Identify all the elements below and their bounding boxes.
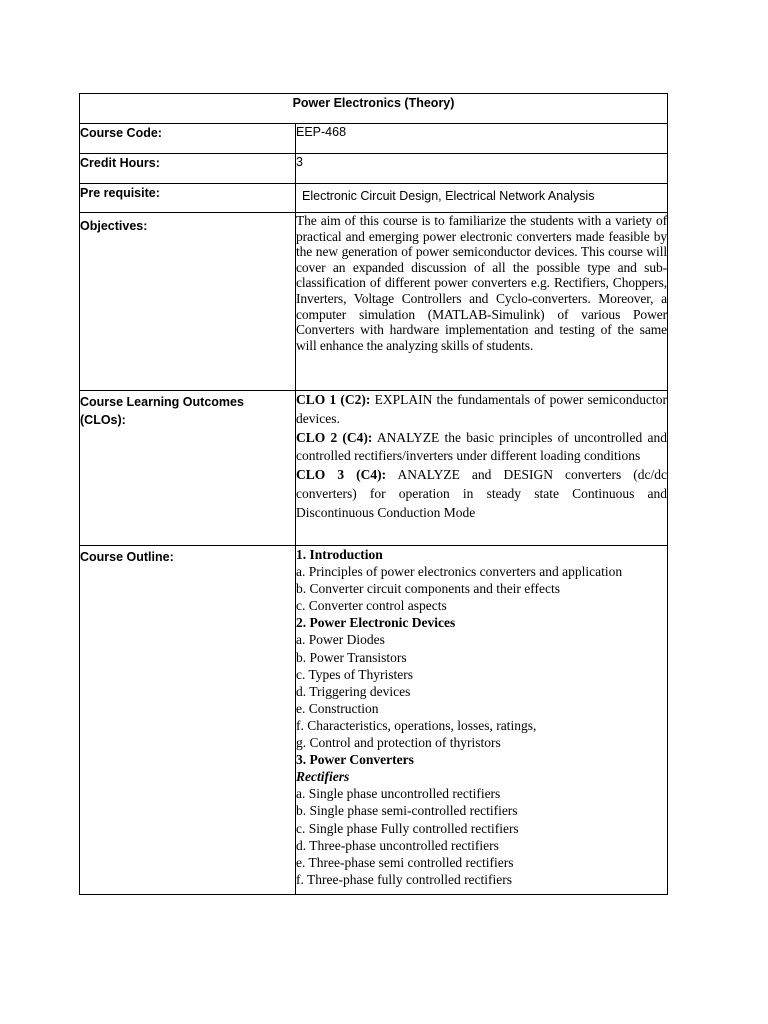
credit-hours-row	[80, 154, 668, 184]
clos-list	[296, 391, 668, 546]
outline-line-19: e. Three-phase semi controlled rectifiers	[296, 854, 514, 870]
outline-line-9: d. Triggering devices	[296, 683, 411, 699]
prerequisite-label: Pre requisite:	[80, 184, 296, 213]
clos-label-line1: Course Learning Outcomes	[80, 395, 244, 409]
outline-list	[296, 546, 668, 895]
outline-label: Course Outline:	[80, 546, 296, 895]
course-code-value: EEP-468	[296, 124, 668, 154]
outline-line-7: b. Power Transistors	[296, 649, 407, 665]
clo-code: CLO 1 (C2):	[296, 392, 371, 407]
outline-line-18: d. Three-phase uncontrolled rectifiers	[296, 837, 499, 853]
prerequisite-row	[80, 184, 668, 213]
outline-line-6: a. Power Diodes	[296, 632, 385, 648]
outline-line-16: b. Single phase semi-controlled rectifiers	[296, 803, 518, 819]
outline-line-4: c. Converter control aspects	[296, 598, 447, 614]
outline-line-12: g. Control and protection of thyristors	[296, 735, 501, 751]
credit-hours-label: Credit Hours:	[80, 154, 296, 184]
outline-line-14: Rectifiers	[296, 769, 350, 785]
clo-item-3	[296, 466, 667, 522]
outline-line-5: 2. Power Electronic Devices	[296, 615, 456, 631]
course-title: Power Electronics (Theory)	[80, 94, 668, 124]
outline-line-1: 1. Introduction	[296, 547, 383, 562]
clo-text: ANALYZE and DESIGN converters (dc/dc converters) for operation in steady state Continuous and Discontinuous Conduction Mode	[296, 467, 668, 520]
outline-line-17: c. Single phase Fully controlled rectifiers	[296, 820, 519, 836]
objectives-row	[80, 213, 668, 391]
objectives-label: Objectives:	[80, 213, 296, 391]
clo-text: EXPLAIN the fundamentals of power semiconductor devices.	[296, 392, 668, 426]
outline-line-3: b. Converter circuit components and their effects	[296, 581, 561, 597]
outline-line-10: e. Construction	[296, 700, 379, 716]
clo-item-1	[296, 391, 667, 429]
clo-code: CLO 3 (C4):	[296, 467, 387, 483]
course-code-label: Course Code:	[80, 124, 296, 154]
course-code-row	[80, 124, 668, 154]
outline-line-13: 3. Power Converters	[296, 752, 414, 768]
clos-label	[80, 391, 296, 546]
clo-code: CLO 2 (C4):	[296, 429, 373, 445]
outline-line-15: a. Single phase uncontrolled rectifiers	[296, 786, 501, 802]
prerequisite-value: Electronic Circuit Design, Electrical Network Analysis	[296, 184, 668, 213]
outline-row	[80, 546, 668, 895]
clos-label-line2: (CLOs):	[80, 413, 126, 427]
course-table	[79, 93, 668, 895]
outline-line-11: f. Characteristics, operations, losses, ratings,	[296, 717, 537, 733]
outline-line-20: f. Three-phase fully controlled rectifiers	[296, 871, 513, 887]
credit-hours-value: 3	[296, 154, 668, 184]
clos-row	[80, 391, 668, 546]
objectives-text: The aim of this course is to familiarize the students with a variety of practical and emerging power electronic converters made feasible by the new generation of power semiconductor devices. This course will cover an expanded discussion of all the possible type and sub-classification of different power converters e.g. Rectifiers, Choppers, Inverters, Voltage Controllers and Cyclo-converters. Moreover, a computer simulation (MATLAB-Simulink) of various Power Converters with hardware implementation and testing of the same will enhance the analyzing skills of students.	[296, 213, 668, 391]
clo-text: ANALYZE the basic principles of uncontrolled and controlled rectifiers/inverters under different loading conditions	[296, 429, 667, 464]
outline-line-2: a. Principles of power electronics converters and application	[296, 564, 623, 580]
outline-line-8: c. Types of Thyristers	[296, 666, 414, 682]
title-row	[80, 94, 668, 124]
clo-item-2	[296, 429, 667, 467]
